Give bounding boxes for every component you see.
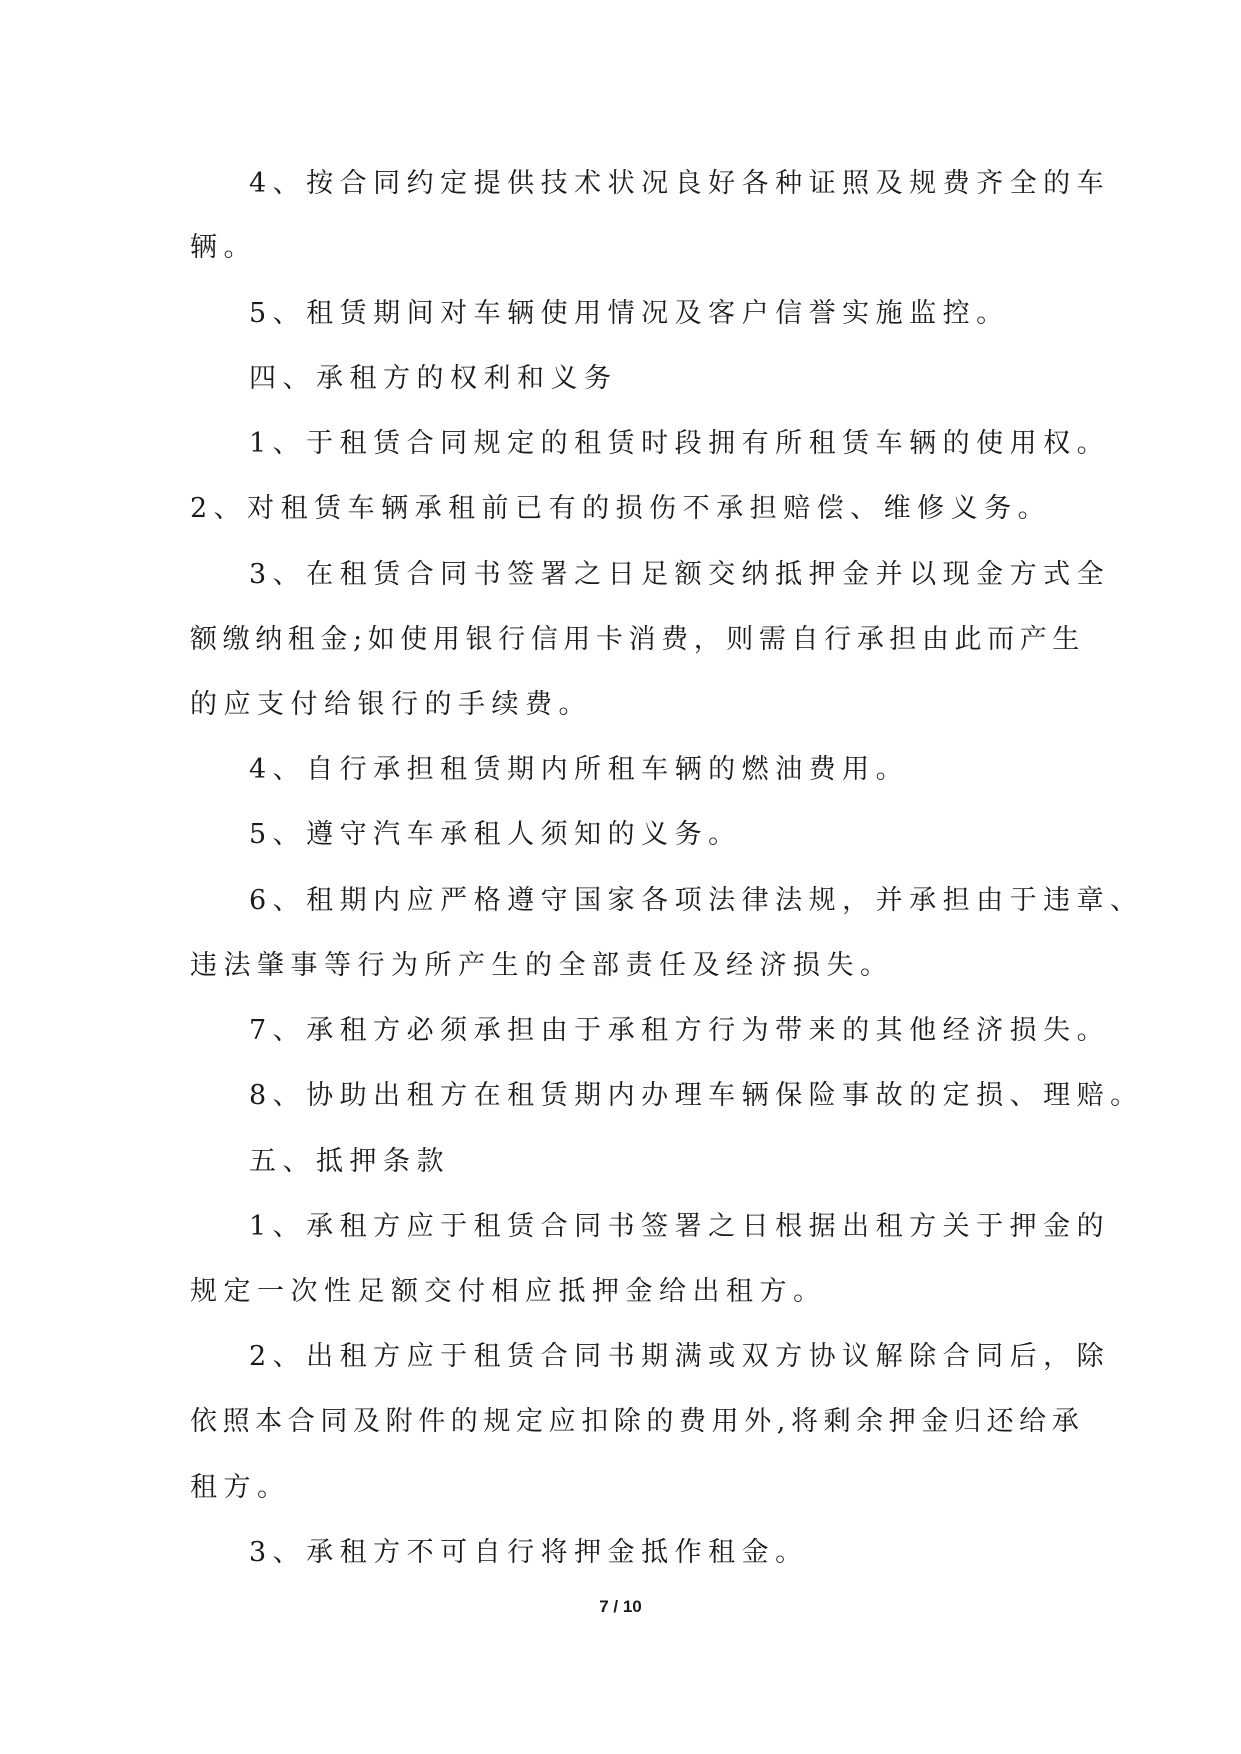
text-line: 的应支付给银行的手续费。: [190, 689, 592, 720]
text-line: 7、承租方必须承担由于承租方行为带来的其他经济损失。: [249, 1015, 1111, 1046]
text-line: 违法肇事等行为所产生的全部责任及经济损失。: [190, 950, 894, 981]
text-line: 3、在租赁合同书签署之日足额交纳抵押金并以现金方式全: [249, 559, 1111, 590]
text-line: 租方。: [190, 1472, 291, 1503]
text-line: 规定一次性足额交付相应抵押金给出租方。: [190, 1276, 827, 1307]
text-line: 5、租赁期间对车辆使用情况及客户信誉实施监控。: [249, 298, 1010, 329]
text-line: 辆。: [190, 232, 257, 263]
text-line: 2、对租赁车辆承租前已有的损伤不承担赔偿、维修义务。: [190, 493, 1052, 524]
text-line: 4、按合同约定提供技术状况良好各种证照及规费齐全的车: [249, 168, 1111, 199]
text-line: 4、自行承担租赁期内所租车辆的燃油费用。: [249, 754, 910, 785]
text-line: 3、承租方不可自行将押金抵作租金。: [249, 1537, 809, 1568]
section-heading: 五、抵押条款: [249, 1146, 450, 1177]
text-line: 2、出租方应于租赁合同书期满或双方协议解除合同后，除: [249, 1341, 1111, 1372]
text-line: 8、协助出租方在租赁期内办理车辆保险事故的定损、理赔。: [249, 1080, 1144, 1111]
text-line: 依照本合同及附件的规定应扣除的费用外,将剩余押金归还给承: [190, 1406, 1085, 1437]
text-line: 6、租期内应严格遵守国家各项法律法规，并承担由于违章、: [249, 885, 1144, 916]
text-line: 5、遵守汽车承租人须知的义务。: [249, 819, 742, 850]
section-heading: 四、承租方的权利和义务: [249, 363, 618, 394]
text-line: 额缴纳租金;如使用银行信用卡消费，则需自行承担由此而产生: [190, 624, 1085, 655]
text-line: 1、于租赁合同规定的租赁时段拥有所租赁车辆的使用权。: [249, 428, 1111, 459]
text-line: 1、承租方应于租赁合同书签署之日根据出租方关于押金的: [249, 1211, 1111, 1242]
page-number: 7 / 10: [599, 1597, 642, 1616]
